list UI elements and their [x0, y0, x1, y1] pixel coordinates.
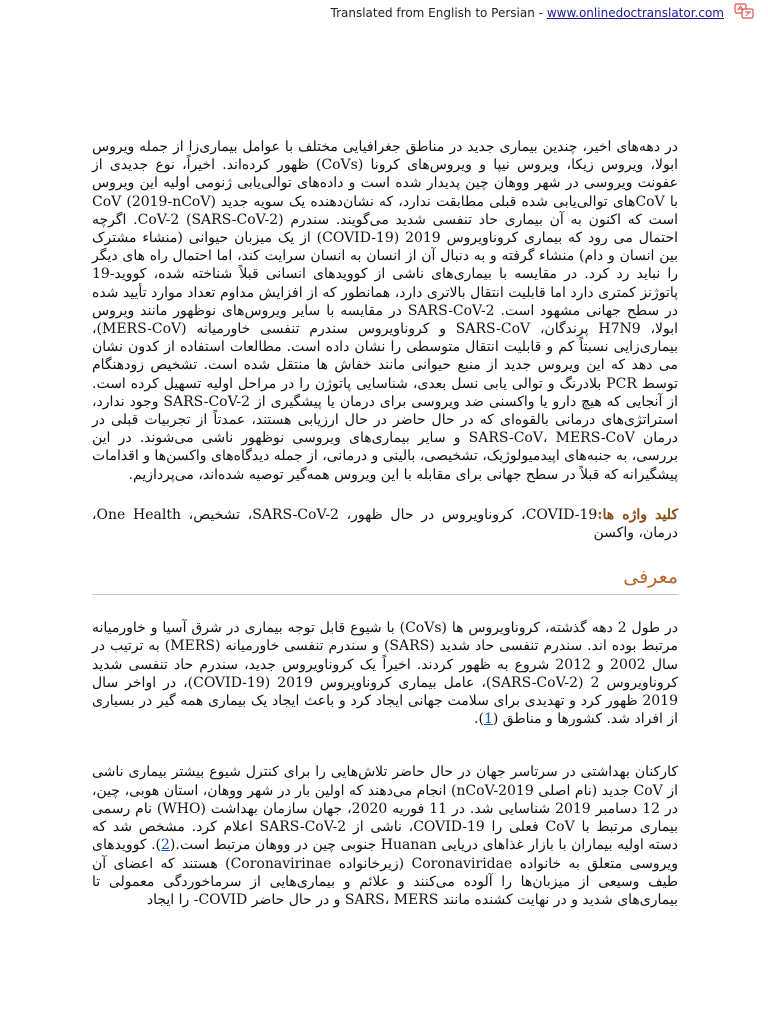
keywords-label: کلید واژه ها:	[597, 506, 678, 523]
translation-prefix: Translated from English to Persian -	[330, 6, 547, 20]
translation-banner	[0, 0, 768, 26]
section-title-introduction: معرفی	[92, 566, 678, 595]
translate-icon[interactable]	[734, 3, 754, 19]
article-body	[92, 138, 678, 909]
abstract-paragraph: در دهه‌های اخیر، چندین بیماری جدید در مناطق جغرافیایی مختلف با عوامل بیماری‌زا از جمله ویروس ابولا، ویروس زیکا، ویروس نیپا و ویروس‌های کرونا (CoVs) ظهور کرده‌اند. اخیراً، نوع جدیدی از عفونت ویروسی در شهر ووهان چین پدیدار شده است و داده‌های توالی‌یابی ژنومی اولیه این ویروس با CoVهای توالی‌یابی شده قبلی مطابقت ندارد، که نشان‌دهنده یک سویه جدید CoV (2019-nCoV) است که اکنون به آن بیماری حاد تنفسی شدید می‌گویند. سندرم CoV-2 (SARS-CoV-2). اگرچه احتمال می رود که بیماری کروناویروس 2019 (COVID-19) از یک میزبان حیوانی (منشاء مشترک بین انسان و دام) منشاء گرفته و به دنبال آن از انسان به انسان سرایت کند، اما احتمال راه های دیگر را نباید رد کرد. در مقایسه با بیماری‌های ناشی از کوویدهای انسانی قبلاً شناخته شده، کووید-19 پاتوژنز کمتری دارد اما قابلیت انتقال بالاتری دارد، همانطور که از افزایش مداوم تعداد موارد تأیید شده در سطح جهانی مشهود است. SARS-CoV-2 در مقایسه با سایر ویروس‌های نوظهور مانند ویروس ابولا، H7N9 پرندگان، SARS-CoV و کروناویروس سندرم تنفسی خاورمیانه (MERS-CoV)، بیماری‌زایی نسبتاً کم و قابلیت انتقال متوسطی را نشان داده است. مطالعات استفاده از کدون نشان می دهد که این ویروس جدید از منبع حیوانی مانند خفاش ها منتقل شده است. تشخیص زودهنگام توسط PCR بلادرنگ و توالی یابی نسل بعدی، شناسایی پاتوژن را در مراحل اولیه تسهیل کرده است. از آنجایی که هیچ دارو یا واکسنی ضد ویروسی برای درمان یا پیشگیری از SARS-CoV-2 وجود ندارد، استراتژی‌های درمانی بالقوه‌ای که در حال حاضر در حال ارزیابی هستند، عمدتاً از تجربیات قبلی در درمان SARS-CoV، MERS-CoV و سایر بیماری‌های ویروسی نوظهور ناشی می‌شوند. در این بررسی، به جنبه‌های اپیدمیولوژیک، تشخیصی، بالینی و درمانی، از جمله دیدگاه‌های واکسن‌ها و اقدامات پیشگیرانه که قبلاً در سطح جهانی برای مقابله با این ویروس همه‌گیر توصیه شده‌اند، می‌پردازیم.	[92, 139, 679, 483]
translation-notice	[331, 6, 724, 20]
intro-paragraph-1	[92, 619, 678, 728]
keywords-paragraph	[92, 506, 678, 542]
intro-paragraph-2-tail: ). کوویدهای ویروسی متعلق به خانواده Coronaviridae (زیرخانواده Coronavirinae) هستند که اعضای آن طیف وسیعی از میزبان‌ها را آلوده می‌کنند و علائم و بیماری‌هایی از سرماخوردگی معمولی تا بیماری‌های شدید و در نهایت کشنده مانند SARS، MERS و در حال حاضر COVID- را ایجاد	[92, 837, 678, 908]
translator-link[interactable]: www.onlinedoctranslator.com	[546, 6, 724, 20]
keywords-text: COVID-19، کروناویروس در حال ظهور، SARS-CoV-2، تشخیص، One Health، درمان، واکسن	[92, 506, 678, 542]
reference-link-2[interactable]: 2	[160, 837, 170, 854]
intro-paragraph-2	[92, 763, 678, 909]
intro-paragraph-1-text: در طول 2 دهه گذشته، کروناویروس ها (CoVs) با شیوع قابل توجه بیماری در شرق آسیا و خاورمیانه مرتبط بوده اند. سندرم تنفسی حاد شدید (SARS) و سندرم تنفسی خاورمیانه (MERS) به ترتیب در سال 2002 و 2012 شروع به ظهور کردند. اخیراً یک کروناویروس جدید، سندرم حاد تنفسی شدید کروناویروس 2 (SARS-CoV-2)، عامل بیماری کروناویروس 2019 (COVID-19)، در اواخر سال 2019 ظهور کرد و تهدیدی برای سلامت جهانی ایجاد کرد و باعث ایجاد یک بیماری همه گیر در بسیاری از افراد شد. کشورها و مناطق (	[92, 620, 679, 728]
intro-paragraph-2-text: کارکنان بهداشتی در سرتاسر جهان در حال حاضر تلاش‌هایی را برای کنترل شیوع بیشتر بیماری ناشی از CoV جدید (نام اصلی nCoV-2019) انجام می‌دهند که اولین بار در شهر ووهان، استان هوبی، چین، در 12 دسامبر 2019 شناسایی شد. در 11 فوریه 2020، جهان سازمان بهداشت (WHO) نام رسمی بیماری مرتبط با CoV فعلی را COVID-19، ناشی از SARS-CoV-2 اعلام کرد. مشخص شد که دسته اولیه بیماران با بازار غذاهای دریایی Huanan جنوبی چین در ووهان مرتبط است.(	[92, 764, 678, 854]
intro-paragraph-1-tail: ).	[474, 711, 484, 728]
reference-link-1[interactable]: 1	[483, 711, 493, 728]
